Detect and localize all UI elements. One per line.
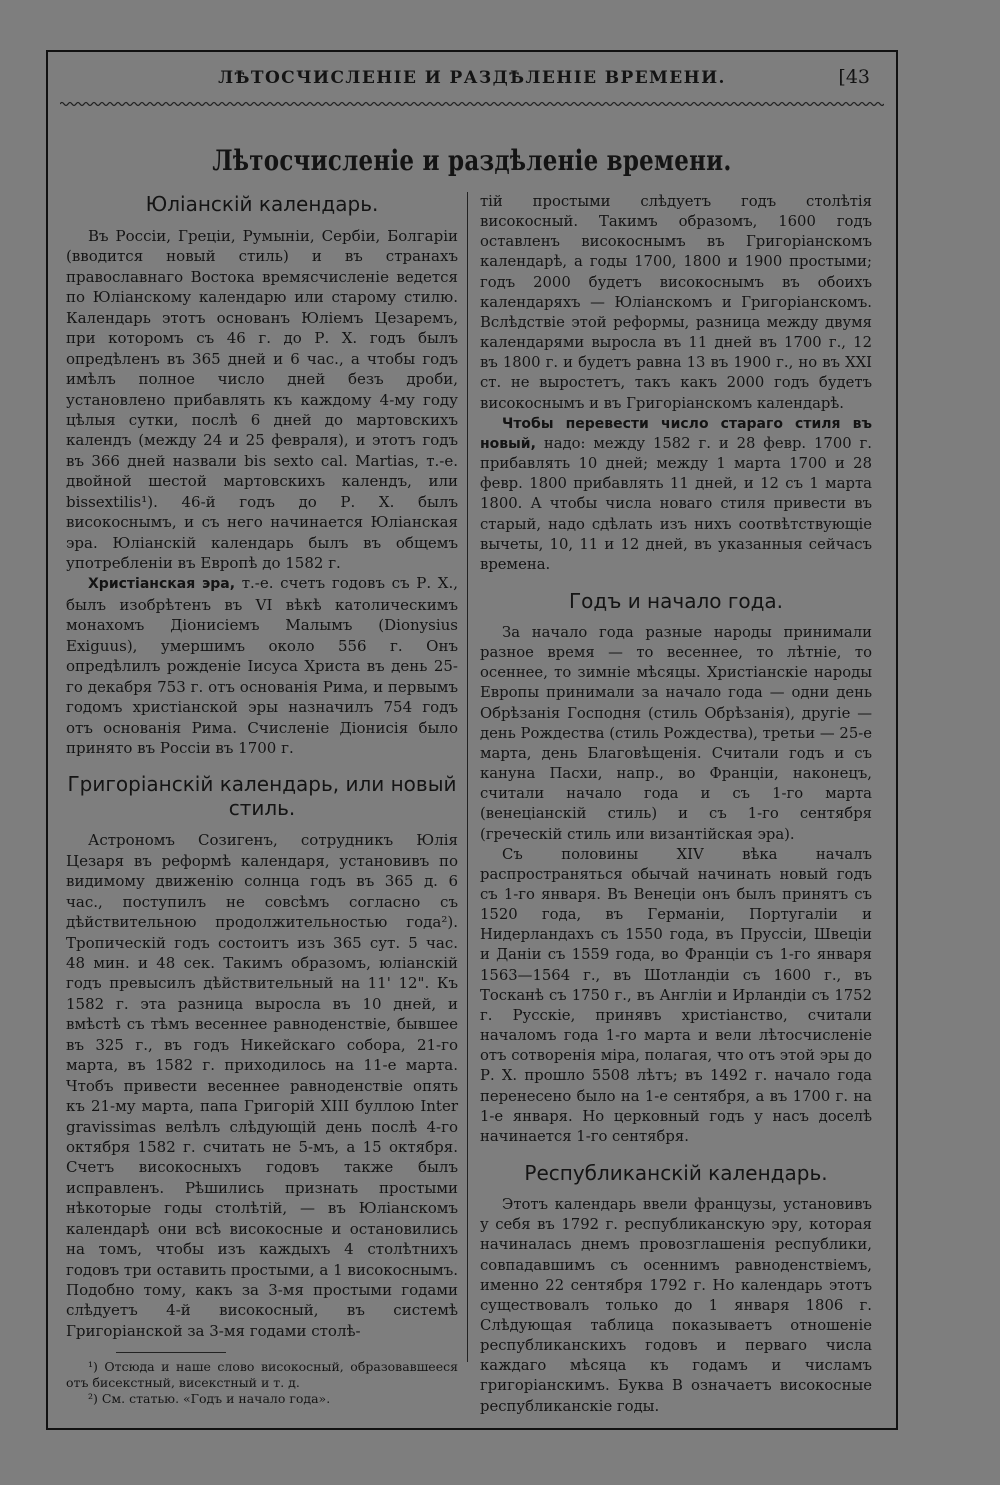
paragraph <box>66 830 458 1341</box>
lead-term: Христіанская эра, <box>88 576 236 593</box>
paragraph-text: Этотъ календарь ввели французы, установивъ у себя въ 1792 г. республиканскую эру, которая начиналась днемъ провозглашенія республики, совпадавшимъ съ осеннимъ равноденствіемъ, именно 22 сентября 1792 г. Но календарь этотъ существовалъ только до 1 января 1806 г. Слѣдующая таблица показываетъ отношеніе республиканскихъ годовъ и перваго числа каждаго мѣсяца къ годамъ и числамъ григоріанскимъ. Буква В означаетъ високосные республиканскіе годы. <box>480 1196 872 1415</box>
running-head <box>48 64 896 100</box>
book-page <box>46 50 898 1430</box>
paragraph <box>66 573 458 758</box>
footnote-rule <box>116 1352 226 1353</box>
paragraph <box>480 845 872 1147</box>
section-heading: Юліанскій календарь. <box>145 192 379 216</box>
footnote: ¹) Отсюда и наше слово високосный, образовавшееся отъ бисекстный, висекстный и т. д. <box>66 1359 458 1390</box>
paragraph <box>480 414 872 575</box>
paragraph-text: т.-е. счетъ годовъ съ Р. Х., былъ изобрѣтенъ въ VI вѣкѣ католическимъ монахомъ Діонисіемъ Малымъ (Dionysius Exiguus), умершимъ около 556 г. Онъ опредѣлилъ рожденіе Іисуса Христа въ день 25-го декабря 753 г. отъ основанія Рима, и первымъ годомъ христіанской эры назначилъ 754 годъ отъ основанія Рима. Счисленіе Діонисія было принято въ Россіи въ 1700 г. <box>66 574 459 757</box>
main-title: Лѣтосчисленіе и раздѣленіе времени. <box>212 144 732 177</box>
right-column <box>480 192 872 1417</box>
paragraph-text: Въ Россіи, Греціи, Румыніи, Сербіи, Болгаріи (вводится новый стиль) и въ странахъ православнаго Востока времясчисленіе ведется по Юліанскому календарю или старому стилю. Календарь этотъ основанъ Юліемъ Цезаремъ, при которомъ съ 46 г. до Р. Х. годъ былъ опредѣленъ въ 365 дней и 6 час., а чтобы годъ имѣлъ полное число дней безъ дроби, установлено прибавлять къ каждому 4-му году цѣлыя сутки, послѣ 6 дней до мартовскихъ календъ (между 24 и 25 февраля), и этотъ годъ въ 366 дней назвали bis sexto cal. Martias, т.-е. двойной шестой мартовскихъ календъ, или bissextilis¹). 46-й годъ до Р. Х. былъ високоснымъ, и съ него начинается Юліанская эра. Юліанскій календарь былъ въ общемъ употребленіи въ Европѣ до 1582 г. <box>66 227 458 572</box>
paragraph <box>480 192 872 414</box>
footnote: ²) См. статью. «Годъ и начало года». <box>88 1391 331 1406</box>
paragraph-text: За начало года разные народы принимали разное время — то весеннее, то лѣтніе, то осеннее, то зимніе мѣсяцы. Христіанскіе народы Европы принимали за начало года — одни день Обрѣзанія Господня (стиль Обрѣзанія), другіе — день Рождества (стиль Рождества), третьи — 25-е марта, день Благовѣщенія. Считали годъ и съ кануна Пасхи, напр., во Франціи, наконецъ, считали начало года и съ 1-го марта (венеціанскій стиль) и съ 1-го сентября (греческій стиль или византійская эра). <box>480 623 872 843</box>
paragraph-text: Съ половины XIV вѣка началъ распространяться обычай начинать новый годъ съ 1-го января. Въ Венеціи онъ былъ принятъ съ 1520 года, въ Германіи, Португаліи и Нидерландахъ съ 1550 года, въ Пруссіи, Швеціи и Даніи съ 1559 года, во Франціи съ 1-го января 1563—1564 г., въ Шотландіи съ 1600 г., въ Тосканѣ съ 1750 г., въ Англіи и Ирландіи съ 1752 г. Русскіе, принявъ христіанство, считали началомъ года 1-го марта и вели лѣтосчисленіе отъ сотворенія міра, полагая, что отъ этой эры до Р. Х. прошло 5508 лѣтъ; въ 1492 г. начало года перенесено было на 1-е сентября, а въ 1700 г. на 1-е января. Но церковный годъ у насъ доселѣ начинается 1-го сентября. <box>480 845 872 1145</box>
paragraph-text: Астрономъ Созигенъ, сотрудникъ Юлія Цезаря въ реформѣ календаря, установивъ по видимому движенію солнца годъ въ 365 д. 6 час., поступилъ не совсѣмъ согласно съ дѣйствительною продолжительностью года²). Тропическій годъ состоитъ изъ 365 сут. 5 час. 48 мин. и 48 сек. Такимъ образомъ, юліанскій годъ превысилъ дѣйствительный на 11' 12". Къ 1582 г. эта разница выросла въ 10 дней, и вмѣстѣ съ тѣмъ весеннее равноденствіе, бывшее въ 325 г., въ годъ Никейскаго собора, 21-го марта, въ 1582 г. приходилось на 11-е марта. Чтобъ привести весеннее равноденствіе опять къ 21-му марта, папа Григорій XIII буллою Inter gravissimas велѣлъ слѣдующій день послѣ 4-го октября 1582 г. считать не 5-мъ, а 15 октября. Счетъ високосныхъ годовъ также былъ исправленъ. Рѣшились признать простыми нѣкоторые годы столѣтій, — въ Юліанскомъ календарѣ они всѣ високосные и остановились на томъ, чтобы изъ каждыхъ 4 столѣтнихъ годовъ три оставить простыми, а 1 високоснымъ. Подобно тому, какъ за 3-мя простыми годами слѣдуетъ 4-й високосный, въ системѣ Григоріанской за 3-мя годами столѣ- <box>66 831 459 1340</box>
paragraph <box>66 226 458 573</box>
paragraph <box>480 623 872 845</box>
left-column <box>66 192 458 1341</box>
paragraph-text: тій простыми слѣдуетъ годъ столѣтія високосный. Такимъ образомъ, 1600 годъ оставленъ високоснымъ въ Григоріанскомъ календарѣ, а годы 1700, 1800 и 1900 простыми; годъ 2000 будетъ високоснымъ въ обоихъ календаряхъ — Юліанскомъ и Григоріанскомъ. Вслѣдствіе этой реформы, разница между двумя календарями выросла въ 11 дней въ 1700 г., 12 въ 1800 г. и будетъ равна 13 въ 1900 г., но въ XXI ст. не выростетъ, такъ какъ 2000 годъ будетъ високоснымъ и въ Григоріанскомъ календарѣ. <box>480 193 872 412</box>
footnotes <box>66 1352 458 1407</box>
section-heading: Годъ и начало года. <box>568 588 784 613</box>
section-heading: Григоріанскій календарь, или новый стиль. <box>67 772 457 821</box>
section-heading: Республиканскій календарь. <box>524 1161 828 1186</box>
paragraph <box>480 1195 872 1417</box>
page-number: [43 <box>838 66 870 88</box>
lead-term: Чтобы перевести число стараго стиля въ новый, <box>480 415 872 452</box>
paragraph-text: надо: между 1582 г. и 28 февр. 1700 г. прибавлять 10 дней; между 1 марта 1700 и 28 февр. 1800 прибавлять 11 дней, и 12 съ 1 марта 1800. А чтобы числа новаго стиля привести въ старый, надо сдѣлать изъ нихъ соотвѣтствующіе вычеты, 10, 11 и 12 дней, въ указанныя сейчасъ времена. <box>480 434 872 573</box>
running-title: ЛѢТОСЧИСЛЕНІЕ И РАЗДѢЛЕНІЕ ВРЕМЕНИ. <box>218 68 726 88</box>
wavy-rule <box>60 100 884 108</box>
column-divider <box>467 192 468 1362</box>
